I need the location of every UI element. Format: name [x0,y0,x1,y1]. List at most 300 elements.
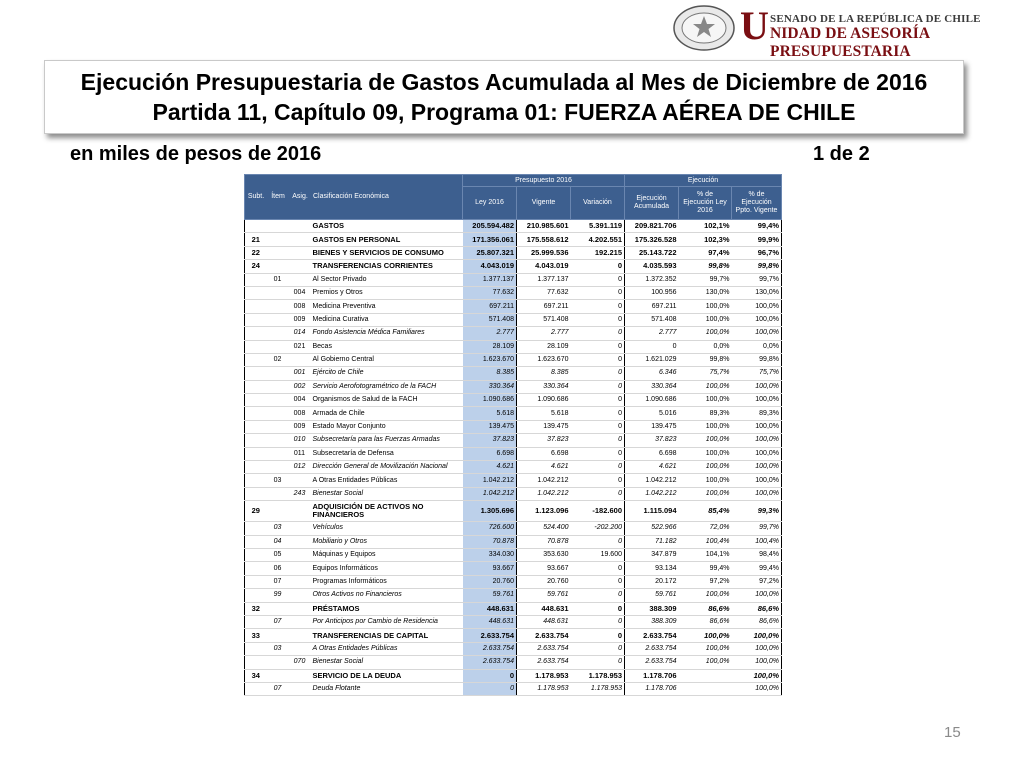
ley-cell: 59.761 [463,589,517,602]
ejecucion-cell: 2.777 [625,327,679,340]
subt-cell: 29 [245,501,267,522]
pct-vigente-cell: 100,0% [732,682,782,695]
pct-vigente-cell: 99,7% [732,273,782,286]
pct-ley-cell: 85,4% [679,501,732,522]
subt-cell [245,420,267,433]
ley-cell: 2.633.754 [463,629,517,642]
clasificacion-cell: A Otras Entidades Públicas [311,474,463,487]
ley-cell: 448.631 [463,602,517,615]
ley-cell: 25.807.321 [463,246,517,259]
col-variacion: Variación [571,187,625,220]
ley-cell: 330.364 [463,380,517,393]
pct-vigente-cell: 100,0% [732,669,782,682]
vigente-cell: 1.042.212 [517,474,571,487]
table-row [245,615,782,628]
item-cell [267,487,289,500]
ejecucion-cell: 175.326.528 [625,233,679,246]
ejecucion-cell: 571.408 [625,313,679,326]
ley-cell: 70.878 [463,535,517,548]
col-ejecucion-acumulada: Ejecución Acumulada [625,187,679,220]
subt-cell: 32 [245,602,267,615]
ejecucion-cell: 1.090.686 [625,394,679,407]
pct-ley-cell: 100,0% [679,461,732,474]
ley-cell: 697.211 [463,300,517,313]
subt-cell [245,353,267,366]
clasificacion-cell: Equipos Informáticos [311,562,463,575]
page-indicator: 1 de 2 [813,143,870,165]
clasificacion-cell: Premios y Otros [311,286,463,299]
vigente-cell: 448.631 [517,615,571,628]
pct-ley-cell: 0,0% [679,340,732,353]
variacion-cell: 0 [571,629,625,642]
asig-cell [289,642,311,655]
pct-ley-cell: 72,0% [679,522,732,535]
asig-cell [289,474,311,487]
asig-cell [289,548,311,561]
item-cell [267,629,289,642]
ley-cell: 1.090.686 [463,394,517,407]
ley-cell: 77.632 [463,286,517,299]
variacion-cell: 0 [571,461,625,474]
variacion-cell: 5.391.119 [571,220,625,233]
item-cell [267,286,289,299]
variacion-cell: 0 [571,656,625,669]
pct-vigente-cell: 86,6% [732,615,782,628]
vigente-cell: 25.999.536 [517,246,571,259]
table-row [245,353,782,366]
asig-cell: 012 [289,461,311,474]
ley-cell: 2.633.754 [463,656,517,669]
vigente-cell: 5.618 [517,407,571,420]
table-row [245,447,782,460]
asig-cell [289,501,311,522]
variacion-cell: 1.178.953 [571,682,625,695]
table-row [245,380,782,393]
units-subtitle: en miles de pesos de 2016 [70,143,322,165]
variacion-cell: 0 [571,420,625,433]
pct-ley-cell: 100,0% [679,474,732,487]
ley-cell: 0 [463,682,517,695]
table-row [245,669,782,682]
pct-vigente-cell: 99,4% [732,562,782,575]
vigente-cell: 139.475 [517,420,571,433]
vigente-cell: 2.633.754 [517,656,571,669]
table-row [245,642,782,655]
item-cell [267,367,289,380]
ejecucion-cell: 1.042.212 [625,474,679,487]
unidad-label: NIDAD DE ASESORÍA PRESUPUESTARIA [770,25,930,60]
ejecucion-cell: 0 [625,340,679,353]
clasificacion-cell: Deuda Flotante [311,682,463,695]
clasificacion-cell: SERVICIO DE LA DEUDA [311,669,463,682]
subt-cell: 22 [245,246,267,259]
variacion-cell: 0 [571,380,625,393]
ejecucion-cell: 1.621.029 [625,353,679,366]
vigente-cell: 93.667 [517,562,571,575]
table-row [245,682,782,695]
ejecucion-cell: 6.346 [625,367,679,380]
clasificacion-cell: Medicina Preventiva [311,300,463,313]
pct-ley-cell: 100,0% [679,434,732,447]
ejecucion-cell: 388.309 [625,602,679,615]
table-row [245,629,782,642]
asig-cell [289,535,311,548]
variacion-cell: 0 [571,313,625,326]
pct-vigente-cell: 97,2% [732,575,782,588]
item-cell: 03 [267,642,289,655]
ley-cell: 1.305.696 [463,501,517,522]
ejecucion-cell: 1.042.212 [625,487,679,500]
variacion-cell: 0 [571,286,625,299]
vigente-cell: 2.633.754 [517,642,571,655]
pct-vigente-cell: 100,0% [732,394,782,407]
subt-cell: 34 [245,669,267,682]
table-body [245,220,782,696]
ejecucion-cell: 20.172 [625,575,679,588]
ley-cell: 8.385 [463,367,517,380]
pct-vigente-cell: 99,3% [732,501,782,522]
vigente-cell: 6.698 [517,447,571,460]
pct-ley-cell: 100,0% [679,447,732,460]
pct-ley-cell: 99,8% [679,353,732,366]
subt-cell: 21 [245,233,267,246]
asig-cell: 008 [289,300,311,313]
slide-number: 15 [944,724,961,741]
clasificacion-cell: Medicina Curativa [311,313,463,326]
subt-cell [245,474,267,487]
col-ley: Ley 2016 [463,187,517,220]
clasificacion-cell: PRÉSTAMOS [311,602,463,615]
unidad-logo-letter: U [740,3,769,48]
vigente-cell: 175.558.612 [517,233,571,246]
vigente-cell: 28.109 [517,340,571,353]
col-clasificacion: Clasificación Económica [313,193,389,200]
col-vigente: Vigente [517,187,571,220]
pct-vigente-cell: 100,4% [732,535,782,548]
item-cell: 04 [267,535,289,548]
pct-ley-cell: 100,0% [679,420,732,433]
subt-cell [245,535,267,548]
pct-ley-cell: 100,0% [679,313,732,326]
ley-cell: 1.042.212 [463,474,517,487]
asig-cell: 001 [289,367,311,380]
item-cell [267,260,289,273]
clasificacion-cell: Al Sector Privado [311,273,463,286]
variacion-cell: 0 [571,447,625,460]
ley-cell: 2.633.754 [463,642,517,655]
vigente-cell: 1.042.212 [517,487,571,500]
pct-ley-cell: 100,0% [679,642,732,655]
variacion-cell: 0 [571,575,625,588]
ejecucion-cell: 2.633.754 [625,642,679,655]
asig-cell: 014 [289,327,311,340]
vigente-cell: 2.633.754 [517,629,571,642]
table-row [245,562,782,575]
clasificacion-cell: TRANSFERENCIAS CORRIENTES [311,260,463,273]
vigente-cell: 4.043.019 [517,260,571,273]
pct-vigente-cell: 0,0% [732,340,782,353]
asig-cell: 021 [289,340,311,353]
clasificacion-cell: Subsecretaría de Defensa [311,447,463,460]
subt-cell [245,487,267,500]
asig-cell: 008 [289,407,311,420]
ley-cell: 171.356.061 [463,233,517,246]
pct-vigente-cell: 100,0% [732,380,782,393]
budget-table [244,174,782,696]
asig-cell [289,682,311,695]
ley-cell: 93.667 [463,562,517,575]
ejecucion-cell: 25.143.722 [625,246,679,259]
pct-vigente-cell: 100,0% [732,642,782,655]
variacion-cell: -202.200 [571,522,625,535]
subt-cell [245,562,267,575]
item-cell: 01 [267,273,289,286]
asig-cell: 009 [289,313,311,326]
clasificacion-cell: Ejército de Chile [311,367,463,380]
table-row [245,327,782,340]
pct-vigente-cell: 130,0% [732,286,782,299]
table-row [245,300,782,313]
item-cell: 99 [267,589,289,602]
clasificacion-cell: Otros Activos no Financieros [311,589,463,602]
ejecucion-cell: 697.211 [625,300,679,313]
ley-cell: 6.698 [463,447,517,460]
vigente-cell: 77.632 [517,286,571,299]
pct-ley-cell: 100,4% [679,535,732,548]
variacion-cell: 0 [571,407,625,420]
ley-cell: 571.408 [463,313,517,326]
table-header [245,175,782,220]
vigente-cell: 1.178.953 [517,682,571,695]
ejecucion-cell: 2.633.754 [625,629,679,642]
item-cell [267,461,289,474]
table-row [245,286,782,299]
item-cell [267,327,289,340]
table-row [245,394,782,407]
ejecucion-cell: 347.879 [625,548,679,561]
pct-ley-cell: 86,6% [679,602,732,615]
subt-cell [245,220,267,233]
table-row [245,313,782,326]
asig-cell [289,220,311,233]
asig-cell: 004 [289,286,311,299]
table-row [245,602,782,615]
variacion-cell: 19.600 [571,548,625,561]
item-cell [267,447,289,460]
vigente-cell: 571.408 [517,313,571,326]
clasificacion-cell: Al Gobierno Central [311,353,463,366]
pct-vigente-cell: 100,0% [732,474,782,487]
variacion-cell: 0 [571,487,625,500]
pct-ley-cell: 99,8% [679,260,732,273]
vigente-cell: 1.090.686 [517,394,571,407]
asig-cell: 004 [289,394,311,407]
subt-cell [245,340,267,353]
clasificacion-cell: Fondo Asistencia Médica Familiares [311,327,463,340]
variacion-cell: 0 [571,273,625,286]
table-row [245,260,782,273]
vigente-cell: 1.178.953 [517,669,571,682]
variacion-cell: 0 [571,589,625,602]
table-row [245,522,782,535]
vigente-cell: 59.761 [517,589,571,602]
variacion-cell: 0 [571,562,625,575]
ejecucion-cell: 100.956 [625,286,679,299]
ley-cell: 1.042.212 [463,487,517,500]
variacion-cell: 0 [571,434,625,447]
table-row [245,420,782,433]
table-row [245,501,782,522]
clasificacion-cell: Bienestar Social [311,487,463,500]
ley-cell: 20.760 [463,575,517,588]
pct-ley-cell: 100,0% [679,487,732,500]
table-row [245,575,782,588]
subt-cell [245,367,267,380]
clasificacion-cell: A Otras Entidades Públicas [311,642,463,655]
clasificacion-cell: Estado Mayor Conjunto [311,420,463,433]
table-row [245,656,782,669]
ejecucion-cell: 522.966 [625,522,679,535]
table-row [245,233,782,246]
ejecucion-cell: 388.309 [625,615,679,628]
pct-ley-cell: 100,0% [679,380,732,393]
variacion-cell: 0 [571,394,625,407]
item-cell [267,300,289,313]
variacion-cell: 0 [571,602,625,615]
item-cell [267,434,289,447]
pct-vigente-cell: 100,0% [732,656,782,669]
asig-cell [289,575,311,588]
subt-cell [245,682,267,695]
clasificacion-cell: Servicio Aerofotogramétrico de la FACH [311,380,463,393]
variacion-cell: 0 [571,642,625,655]
ley-cell: 37.823 [463,434,517,447]
pct-ley-cell: 100,0% [679,629,732,642]
vigente-cell: 353.630 [517,548,571,561]
subt-cell [245,575,267,588]
vigente-cell: 2.777 [517,327,571,340]
table-row [245,535,782,548]
pct-vigente-cell: 98,4% [732,548,782,561]
ejecucion-cell: 330.364 [625,380,679,393]
variacion-cell: 0 [571,474,625,487]
asig-cell [289,522,311,535]
subt-cell [245,313,267,326]
subt-cell [245,615,267,628]
pct-vigente-cell: 99,7% [732,522,782,535]
clasificacion-cell: ADQUISICIÓN DE ACTIVOS NO FINANCIEROS [311,501,463,522]
variacion-cell: 0 [571,353,625,366]
pct-vigente-cell: 86,6% [732,602,782,615]
table-row [245,461,782,474]
clasificacion-cell: GASTOS [311,220,463,233]
vigente-cell: 70.878 [517,535,571,548]
table-row [245,487,782,500]
pct-ley-cell: 102,3% [679,233,732,246]
ley-cell: 5.618 [463,407,517,420]
subt-cell [245,656,267,669]
header-left-block [245,175,463,220]
pct-vigente-cell: 100,0% [732,300,782,313]
clasificacion-cell: GASTOS EN PERSONAL [311,233,463,246]
pct-ley-cell: 100,0% [679,589,732,602]
clasificacion-cell: TRANSFERENCIAS DE CAPITAL [311,629,463,642]
asig-cell [289,260,311,273]
ejecucion-cell: 1.178.706 [625,682,679,695]
col-asig: Asig. [292,193,308,200]
clasificacion-cell: Mobiliario y Otros [311,535,463,548]
ejecucion-cell: 139.475 [625,420,679,433]
subt-cell [245,300,267,313]
subt-cell: 33 [245,629,267,642]
subt-cell [245,548,267,561]
vigente-cell: 20.760 [517,575,571,588]
pct-ley-cell: 100,0% [679,656,732,669]
title-line-1: Ejecución Presupuestaria de Gastos Acumulada al Mes de Diciembre de 2016 [80,69,928,95]
table-row [245,407,782,420]
ejecucion-cell: 5.016 [625,407,679,420]
variacion-cell: -182.600 [571,501,625,522]
ley-cell: 4.043.019 [463,260,517,273]
table-row [245,220,782,233]
item-cell: 07 [267,615,289,628]
senado-seal-logo [672,4,736,52]
ejecucion-cell: 4.621 [625,461,679,474]
item-cell [267,380,289,393]
table-row [245,548,782,561]
vigente-cell: 37.823 [517,434,571,447]
vigente-cell: 8.385 [517,367,571,380]
pct-ley-cell: 99,7% [679,273,732,286]
table-row [245,474,782,487]
ejecucion-cell: 6.698 [625,447,679,460]
table-row [245,273,782,286]
col-item: Ítem [271,193,285,200]
table-row [245,434,782,447]
asig-cell [289,233,311,246]
asig-cell [289,615,311,628]
pct-vigente-cell: 99,8% [732,353,782,366]
asig-cell [289,602,311,615]
pct-vigente-cell: 100,0% [732,629,782,642]
ejecucion-cell: 2.633.754 [625,656,679,669]
ley-cell: 1.377.137 [463,273,517,286]
pct-ley-cell: 99,4% [679,562,732,575]
pct-ley-cell [679,669,732,682]
ley-cell: 334.030 [463,548,517,561]
clasificacion-cell: Vehículos [311,522,463,535]
item-cell [267,340,289,353]
variacion-cell: 0 [571,615,625,628]
table-row [245,367,782,380]
item-cell: 07 [267,682,289,695]
variacion-cell: 4.202.551 [571,233,625,246]
subt-cell [245,380,267,393]
ejecucion-cell: 209.821.706 [625,220,679,233]
table-row [245,246,782,259]
pct-vigente-cell: 99,4% [732,220,782,233]
ejecucion-cell: 93.134 [625,562,679,575]
col-pct-ley: % de Ejecución Ley 2016 [679,187,732,220]
item-cell: 03 [267,474,289,487]
asig-cell: 002 [289,380,311,393]
ejecucion-cell: 4.035.593 [625,260,679,273]
asig-cell: 010 [289,434,311,447]
senado-label: SENADO DE LA REPÚBLICA DE CHILE [770,13,981,25]
clasificacion-cell: Por Anticipos por Cambio de Residencia [311,615,463,628]
item-cell: 03 [267,522,289,535]
item-cell [267,656,289,669]
